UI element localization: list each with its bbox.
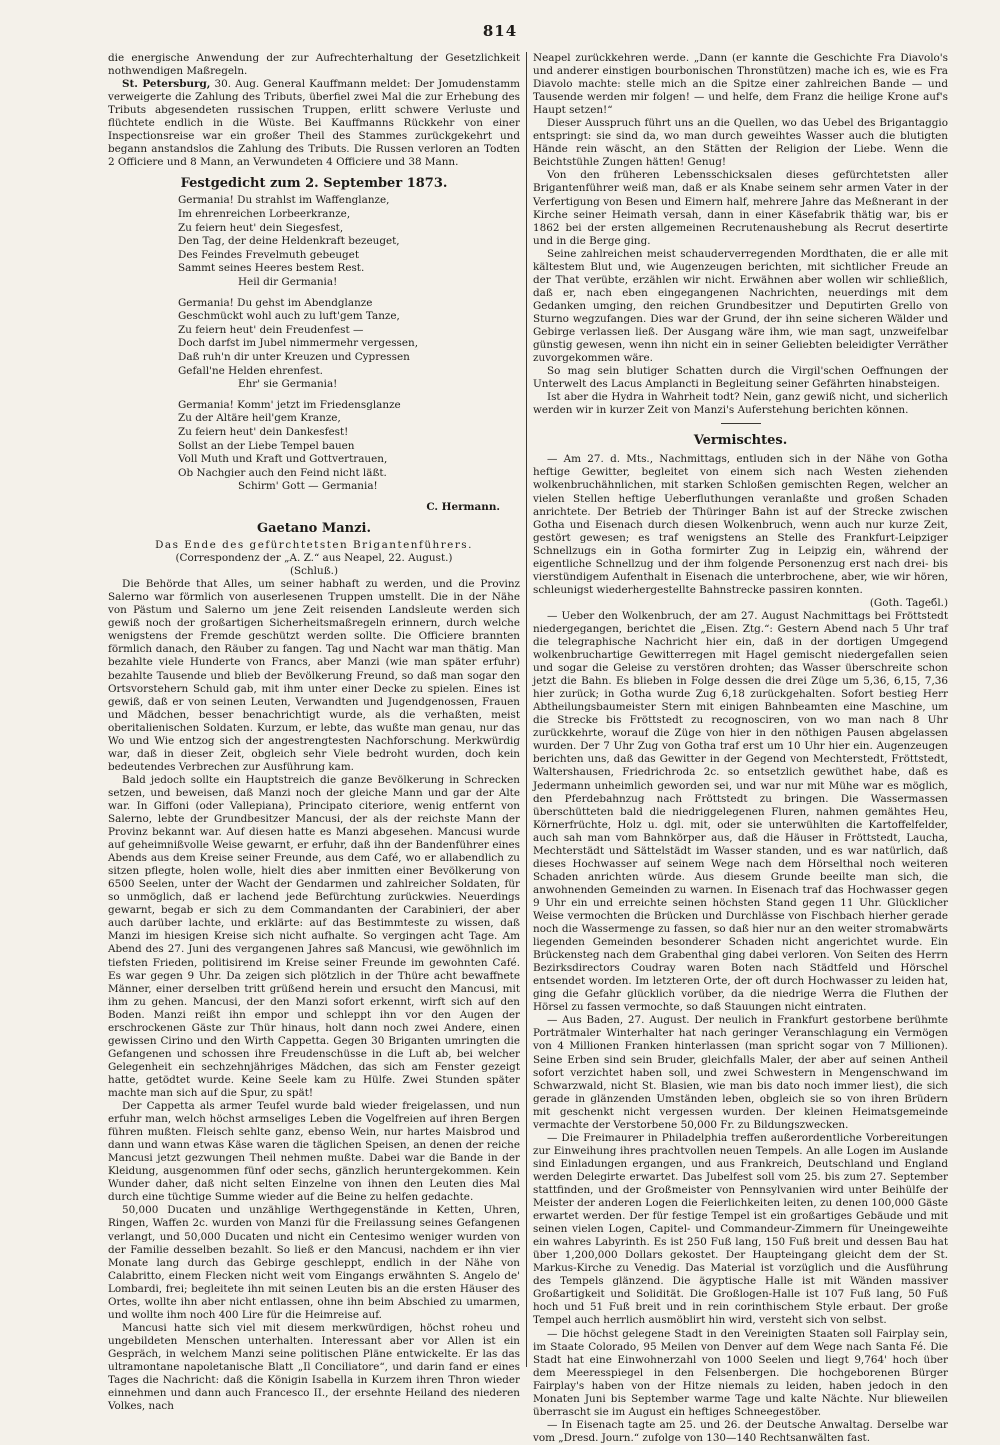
section-divider xyxy=(721,423,761,424)
poem-refrain: Schirm' Gott — Germania! xyxy=(238,480,378,493)
poem-line: Ob Nachgier auch den Feind nicht läßt. xyxy=(178,466,387,479)
poem-line: Zu feiern heut' dein Freudenfest — xyxy=(178,323,364,336)
poem-line: Germania! Du strahlst im Waffenglanze, xyxy=(178,194,390,207)
article-paragraph: Dieser Ausspruch führt uns an die Quellen, wo das Uebel des Brigantaggio entspringt: sie sind da, wo man durch geweihtes Wasser auch die blutigten Hände rein wäscht, an den Stätten der Religion der Liebe. Wenn die Beichtstühle Zungen hätten! Genug! xyxy=(533,117,948,169)
article-paragraph: Bald jedoch sollte ein Hauptstreich die ganze Bevölkerung in Schrecken setzen, und beweisen, daß Manzi noch der gleiche Mann und gar der Alte war. In Giffoni (oder Vallepiana), Principato citeriore, wenig entfernt von Salerno, lebte der Grundbesitzer Mancusi, der als der reichste Mann der Provinz bekannt war. Auf diesen hatte es Manzi abgesehen. Mancusi wurde auf geheimnißvolle Weise gewarnt, er erfuhr, daß ihn der Bandenführer eines Abends aus dem Kreise seiner Freunde, aus dem Café, wo er allabendlich zu sitzen pflegte, holen wolle, hielt dies aber inmitten einer Bevölkerung von 6500 Seelen, unter der Wacht der Gendarmen und zahlreicher Soldaten, für so unmöglich, daß er lachend jede Befürchtung zurückwies. Neuerdings gewarnt, begab er sich zu dem Commandanten der Carabinieri, der aber auch darüber lachte, und erklärte: auf das Bestimmteste zu wissen, daß Manzi im hiesigen Kreise sich nicht aufhalte. So vergingen acht Tage. Am Abend des 27. Juni des vergangenen Jahres saß Mancusi, wie gewöhnlich im tiefsten Frieden, politisirend im Kreise seiner Freunde im gewohnten Café. Es war gegen 9 Uhr. Da zeigen sich plötzlich in der Thüre acht bewaffnete Männer, einer derselben tritt grüßend herein und ersucht den Mancusi, mit ihm zu gehen. Mancusi, der den Manzi sofort erkennt, wirft sich auf den Boden. Manzi reißt ihn empor und schleppt ihn vor den Augen der erschrockenen Gäste zur Thür hinaus, holt dann noch zwei Andere, einen gewissen Cirino und den Wirth Cappetta. Gegen 30 Briganten umringten die Gefangenen und schossen ihre Freudenschüsse in die Luft ab, bei welcher Gelegenheit ein sechzehnjähriges Mädchen, das sich am Fenster gezeigt hatte, getödtet wurde. Keine Seele kam zu Hülfe. Zwei Stunden später machte man sich auf die Spur, zu spät! xyxy=(108,773,520,1099)
article-continuation: (Schluß.) xyxy=(290,565,338,578)
article-paragraph: Von den früheren Lebensschicksalen dieses gefürchtetsten aller Brigantenführer weiß man, daß er als Knabe seinem sehr armen Vater in der Verfertigung von Besen und Eimern half, mehrere Jahre das Meßnerant in der Kirche seiner Heimath versah, dann in einer Käsefabrik thätig war, bis er 1862 bei der ersten allgemeinen Recrutenaushebung als Recrut desertirte und in die Berge ging. xyxy=(533,169,948,247)
poem-line: Im ehrenreichen Lorbeerkranze, xyxy=(178,208,351,221)
poem-title: Festgedicht zum 2. September 1873. xyxy=(180,176,448,192)
poem-line: Des Feindes Frevelmuth gebeuget xyxy=(178,248,360,261)
news-item: — Ueber den Wolkenbruch, der am 27. August Nachmittags bei Fröttstedt niedergegangen, berichtet die „Eisen. Ztg.“: Gestern Abend nach 5 Uhr traf die telegraphische Nachricht hier ein, daß in der dortigen Umgegend wolkenbruchartige Gewitterregen mit Hagel gemischt niedergefallen seien und sogar die Geleise zu verstören drohten; das Wasser überschreite schon jetzt die Bahn. Es blieben in Folge dessen die drei Züge um 5,36, 6,15, 7,36 hier zurück; in Gotha wurde Zug 6,18 zurückgehalten. Sofort bestieg Herr Abtheilungsbaumeister Stern mit einigen Bahnbeamten eine Maschine, um die Strecke bis Fröttstedt zu recognosciren, von wo man nach 8 Uhr zurückkehrte, worauf die Züge von hier in den nöthigen Pausen abgelassen wurden. Der 7 Uhr Zug von Gotha traf erst um 10 Uhr hier ein. Augenzeugen berichten uns, daß das Gewitter in der Gegend von Mechterstedt, Fröttstedt, Waltershausen, Friedrichroda 2c. so entsetzlich gewüthet habe, daß es Jedermann unheimlich geworden sei, und war nur mit Mühe war es möglich, den Pferdebahnzug nach Fröttstedt zu bringen. Die Wassermassen überschütteten bald die niedriggelegenen Fluren, nahmen gemähtes Heu, Körnerfrüchte, Holz u. dgl. mit, oder sie unterwühlten die Kartoffelfelder, auch sah man vom Bahnkörper aus, daß die Häuser in Fröttstedt, Laucha, Mechterstädt und Sättelstädt im Wasser standen, und es war natürlich, daß dieses Hochwasser auf seinem Wege nach dem Hörselthal noch weiteren Schaden anrichten würde. Aus diesem Grunde beeilte man sich, die anwohnenden Gemeinden zu warnen. In Eisenach traf das Hochwasser gegen 9 Uhr ein und erreichte seinen höchsten Stand gegen 11 Uhr. Glücklicher Weise vermochten die Brücken und Durchlässe von Fischbach hierher gerade noch die Wassermenge zu fassen, so daß hier nur an den weiter stromabwärts liegenden Gemeinden besonderer Schaden nicht angerichtet wurde. Ein Brückensteg nach dem Grabenthal ging dabei verloren. Von Seiten des Herrn Bezirksdirectors Coudray waren Boten nach Städtfeld und Hörschel entsendet worden. Im letzteren Orte, der oft durch Hochwasser zu leiden hat, ging die Gefahr glücklich vorüber, da die niedrige Werra die Fluthen der Hörsel zu fassen vermochte, so daß Stauungen nicht eintraten. xyxy=(533,609,948,1014)
poem-line: Zu feiern heut' dein Siegesfest, xyxy=(178,221,344,234)
section-title: Vermischtes. xyxy=(693,433,788,449)
news-item: — Die Freimaurer in Philadelphia treffen außerordentliche Vorbereitungen zur Einweihung ihres prachtvollen neuen Tempels. An alle Logen im Auslande sind Einladungen ergangen, und aus Frankreich, Deutschland und England werden Delegirte erwartet. Das Jubelfest soll vom 25. bis zum 27. September stattfinden, und der Großmeister von Pennsylvanien wird unter Beihülfe der Meister der anderen Logen die Feierlichkeiten leiten, zu denen 100,000 Gäste erwartet werden. Der für festige Tempel ist ein großartiges Gebäude und mit seinen vielen Logen, Capitel- und Commandeur-Zimmern für Uneingeweihte ein wahres Labyrinth. Es ist 250 Fuß lang, 150 Fuß breit und dessen Bau hat über 1,200,000 Dollars gekostet. Der Haupteingang gleicht dem der St. Markus-Kirche zu Venedig. Das Material ist vorzüglich und die Ausführung des Tempels glänzend. Die ägyptische Halle ist mit Wänden massiver Großartigkeit und Solidität. Die Großlogen-Halle ist 107 Fuß lang, 50 Fuß hoch und 51 Fuß breit und in rein corinthischem Style erbaut. Der große Tempel auch herrlich ausmöblirt hin wird, versteht sich von selbst. xyxy=(533,1131,948,1327)
poem-stanza-3 xyxy=(178,399,520,494)
article-subtitle: Das Ende des gefürchtetsten Brigantenführers. xyxy=(155,539,473,552)
poem-signature: C. Hermann. xyxy=(426,500,500,513)
poem-line: Doch darfst im Jubel nimmermehr vergessen, xyxy=(178,337,419,350)
st-petersburg-text: 30. Aug. General Kauffmann meldet: Der Jomudenstamm verweigerte die Zahlung des Tributs, überfiel zwei Mal die zur Erhebung des Tributs abgesendeten russischen Truppen, erlitt schwere Verluste und flüchtete endlich in die Wüste. Bei Kauffmanns Rückkehr von einer Inspectionsreise war ein großer Theil des Stammes zurückgekehrt und begann anstandslos die Zahlung des Tributs. Die Russen verloren an Todten 2 Officiere und 8 Mann, an Verwundeten 4 Officiere und 38 Mann. xyxy=(108,78,520,169)
news-source: (Goth. Tageбl.) xyxy=(869,596,948,609)
article-paragraph: Neapel zurückkehren werde. „Dann (er kannte die Geschichte Fra Diavolo's und anderer einstigen bourbonischen Thronstützen) mache ich es, wie es Fra Diavolo machte: stelle mich an die Spitze einer zahlreichen Bande — und Tausende werden mir folgen! — und helfe, dem Franz die heilige Krone auf's Haupt setzen!“ xyxy=(533,52,948,117)
poem-line: Zu feiern heut' dein Dankesfest! xyxy=(178,425,349,438)
poem-stanza-2 xyxy=(178,297,520,392)
article-paragraph: Die Behörde that Alles, um seiner habhaft zu werden, und die Provinz Salerno war förmlich von auserlesenen Truppen umstellt. Die in der Nähe von Pästum und Salerno um jene Zeit reisenden Landsleute werden sich gewiß noch der großartigen Sicherheitsmaßregeln erinnern, durch welche wenigstens der Fremde geschützt werden sollte. Die Officiere brannten förmlich danach, den Räuber zu fangen. Tag und Nacht war man thätig. Man bezahlte viele Hunderte von Francs, aber Manzi (wie man später erfuhr) bezahlte Tausende und blieb der Bevölkerung Freund, so daß man sogar den Ortsvorstehern Schuld gab, mit ihm unter einer Decke zu spielen. Eines ist gewiß, daß er von seinen Leuten, Verwandten und Jugendgenossen, Frauen und Mädchen, besser benachrichtigt wurde, als die verhaßten, meist oberitalienischen Soldaten. Kurzum, er lebte, das wußte man genau, nur das Wo und Wie entzog sich der angestrengtesten Nachforschung. Merkwürdig war, daß in dieser Zeit, obgleich sehr Viele bedroht wurden, doch kein bedeutendes Verbrechen zur Ausführung kam. xyxy=(108,578,520,773)
news-item: — Aus Baden, 27. August. Der neulich in Frankfurt gestorbene berühmte Porträtmaler Winterhalter hat nach geringer Veranschlagung ein Vermögen von 4 Millionen Franken hinterlassen (man spricht sogar von 7 Millionen). Seine Erben sind sein Bruder, gleichfalls Maler, der aber auf seinen Antheil sofort verzichtet haben soll, und zwei Schwestern in Mengenschwand im Schwarzwald, nicht St. Blasien, wie man bis dato noch immer liest), die sich gerade in glänzenden Umständen leben, obgleich sie so von ihren Brüdern mit geschenkt nicht vergessen wurden. Der kleinen Heimatsgemeinde vermachte der Verstorbene 50,000 Fr. zu Bildungszwecken. xyxy=(533,1014,948,1131)
poem-line: Sollst an der Liebe Tempel bauen xyxy=(178,439,355,452)
news-item: — Die höchst gelegene Stadt in den Vereinigten Staaten soll Fairplay sein, im Staate Colorado, 95 Meilen von Denver auf dem Wege nach Santa Fé. Die Stadt hat eine Einwohnerzahl von 1000 Seelen und liegt 9,764' hoch über dem Meeresspiegel in den Felsenbergen. Die hochgeborenen Bürger Fairplay's haben von der Hitze niemals zu leiden, haben jedoch in den Monaten Juni bis September warme Tage und kalte Nächte. Nur blieweilen überrascht sie im August ein heftiges Schneegestöber. xyxy=(533,1327,948,1418)
poem-line: Gefall'ne Helden ehrenfest. xyxy=(178,364,323,377)
poem-line: Germania! Du gehst im Abendglanze xyxy=(178,296,373,309)
article-source: (Correspondenz der „A. Z.“ aus Neapel, 22. August.) xyxy=(175,552,453,565)
article-paragraph: Ist aber die Hydra in Wahrheit todt? Nein, ganz gewiß nicht, und sicherlich werden wir in kurzer Zeit von Manzi's Auferstehung berichten können. xyxy=(533,391,948,417)
poem-refrain: Ehr' sie Germania! xyxy=(238,378,338,391)
intro-paragraph: die energische Anwendung der zur Aufrechterhaltung der Gesetzlichkeit nothwendigen Maßregeln. xyxy=(108,52,520,78)
news-item: — Am 27. d. Mts., Nachmittags, entluden sich in der Nähe von Gotha heftige Gewitter, begleitet von einem sich nach Westen ziehenden wolkenbruchähnlichen, mit starken Schloßen gemischten Regen, welcher an vielen Stellen heftige Ueberfluthungen veranlaßte und großen Schaden anrichtete. Der Betrieb der Thüringer Bahn ist auf der Strecke zwischen Gotha und Eisenach durch diesen Wolkenbruch, wenn auch nur kurze Zeit, gestört gewesen; es traf wenigstens an Stelle des Frankfurt-Leipziger Schnellzugs ein in Gotha formirter Zug in Leipzig ein, während der eigentliche Schnellzug und der ihm folgende Personenzug erst nach drei- bis vierstündigem Aufenthalt in Eisenach die unterbrochene, aber, wie wir hören, schleunigst wiederhergestellte Bahnstrecke passiren konnten. xyxy=(533,453,948,596)
poem-line: Daß ruh'n dir unter Kreuzen und Cypressen xyxy=(178,351,410,363)
left-column xyxy=(108,52,520,1413)
page-number: 814 xyxy=(482,22,518,40)
poem xyxy=(178,194,520,493)
article-paragraph: 50,000 Ducaten und unzählige Werthgegenstände in Ketten, Uhren, Ringen, Waffen 2c. wurden von Manzi für die Freilassung seines Gefangenen verlangt, und 50,000 Ducaten und nicht ein Centesimo weniger wurden von der Familie desselben bezahlt. So ließ er den Mancusi, nachdem er ihn vier Monate lang durch das Gebirge geschleppt, endlich in der Nähe von Calabritto, einem Flecken nicht weit vom Eingangs erwähnten S. Angelo de' Lombardi, frei; begleitete ihn mit seinen Leuten bis an die ersten Häuser des Ortes, wollte ihn aber nicht entlassen, ohne ihn beim Abschied zu umarmen, und wollte ihm noch 400 Lire für die Heimreise auf. xyxy=(108,1204,520,1321)
dateline: St. Petersburg, xyxy=(122,78,211,91)
article-paragraph: Mancusi hatte sich viel mit diesem merkwürdigen, höchst roheu und ungebildeten Menschen unterhalten. Interessant aber vor Allen ist ein Gespräch, in welchem Manzi seine politischen Pläne entwickelte. Er las das ultramontane napoletanische Blatt „Il Conciliatore“, und darin fand er eines Tages die Nachricht: daß die Königin Isabella in Kurzem ihren Thron wieder einnehmen und dann auch Francesco II., der ersehnte Heiland des niederen Volkes, nach xyxy=(108,1321,520,1413)
poem-line: Voll Muth und Kraft und Gottvertrauen, xyxy=(178,453,388,466)
article-paragraph: So mag sein blutiger Schatten durch die Virgil'schen Oeffnungen der Unterwelt des Lacus Amplancti in Begleitung seiner Gefährten hinabsteigen. xyxy=(533,365,948,391)
article-title: Gaetano Manzi. xyxy=(257,520,371,536)
poem-refrain: Heil dir Germania! xyxy=(238,276,338,289)
poem-stanza-1 xyxy=(178,194,520,289)
poem-line: Germania! Komm' jetzt im Friedensglanze xyxy=(178,398,401,411)
article-paragraph: Der Cappetta als armer Teufel wurde bald wieder freigelassen, und nun erfuhr man, welch höchst armseliges Leben die Vogelfreien auf ihren Bergen führen mußten. Fleisch sehlte ganz, ebenso Wein, nur hartes Maisbrod und dann und wann etwas Käse waren die täglichen Speisen, an denen der reiche Mancusi jetzt gezwungen Theil nehmen mußte. Dabei war die Bande in der Kleidung, ausgenommen fünf oder sechs, gänzlich heruntergekommen. Kein Wunder daher, daß nicht selten Einzelne von ihnen den Leuten dies Mal durch eine tüchtige Summe wieder auf die Beine zu helfen gedachte. xyxy=(108,1100,520,1204)
news-item: — In Eisenach tagte am 25. und 26. der Deutsche Anwaltag. Derselbe war vom „Dresd. Journ.“ zufolge von 130—140 Rechtsanwälten fast. xyxy=(533,1418,948,1444)
article-paragraph: Seine zahlreichen meist schauderverregenden Mordthaten, die er alle mit kältestem Blut und, wie Augenzeugen berichten, mit sichtlicher Freude an der That verübte, erzählen wir nicht. Erwähnen aber wollen wir schließlich, daß er, nach eben eingegangenen Nachrichten, neuerdings mit dem Gedanken umging, den reichen Grundbesitzer und Deputirten Grello von Sturno wegzufangen. Dies war der Grund, der ihn seine sicheren Wälder und Gebirge verlassen ließ. Der Ausgang wäre ihm, wie man sagt, unzweifelbar günstig gewesen, wenn ihn nicht ein in seiner Geliebten beleidigter Verräther zuvorgekommen wäre. xyxy=(533,247,948,365)
poem-line: Den Tag, der deine Heldenkraft bezeuget, xyxy=(178,235,400,248)
column-divider xyxy=(526,52,527,1367)
poem-line: Sammt seines Heeres bestem Rest. xyxy=(178,262,365,275)
poem-line: Zu der Altäre heil'gem Kranze, xyxy=(178,412,341,425)
poem-line: Geschmückt wohl auch zu luft'gem Tanze, xyxy=(178,310,400,323)
st-petersburg-paragraph xyxy=(108,78,520,169)
right-column xyxy=(533,52,948,1445)
